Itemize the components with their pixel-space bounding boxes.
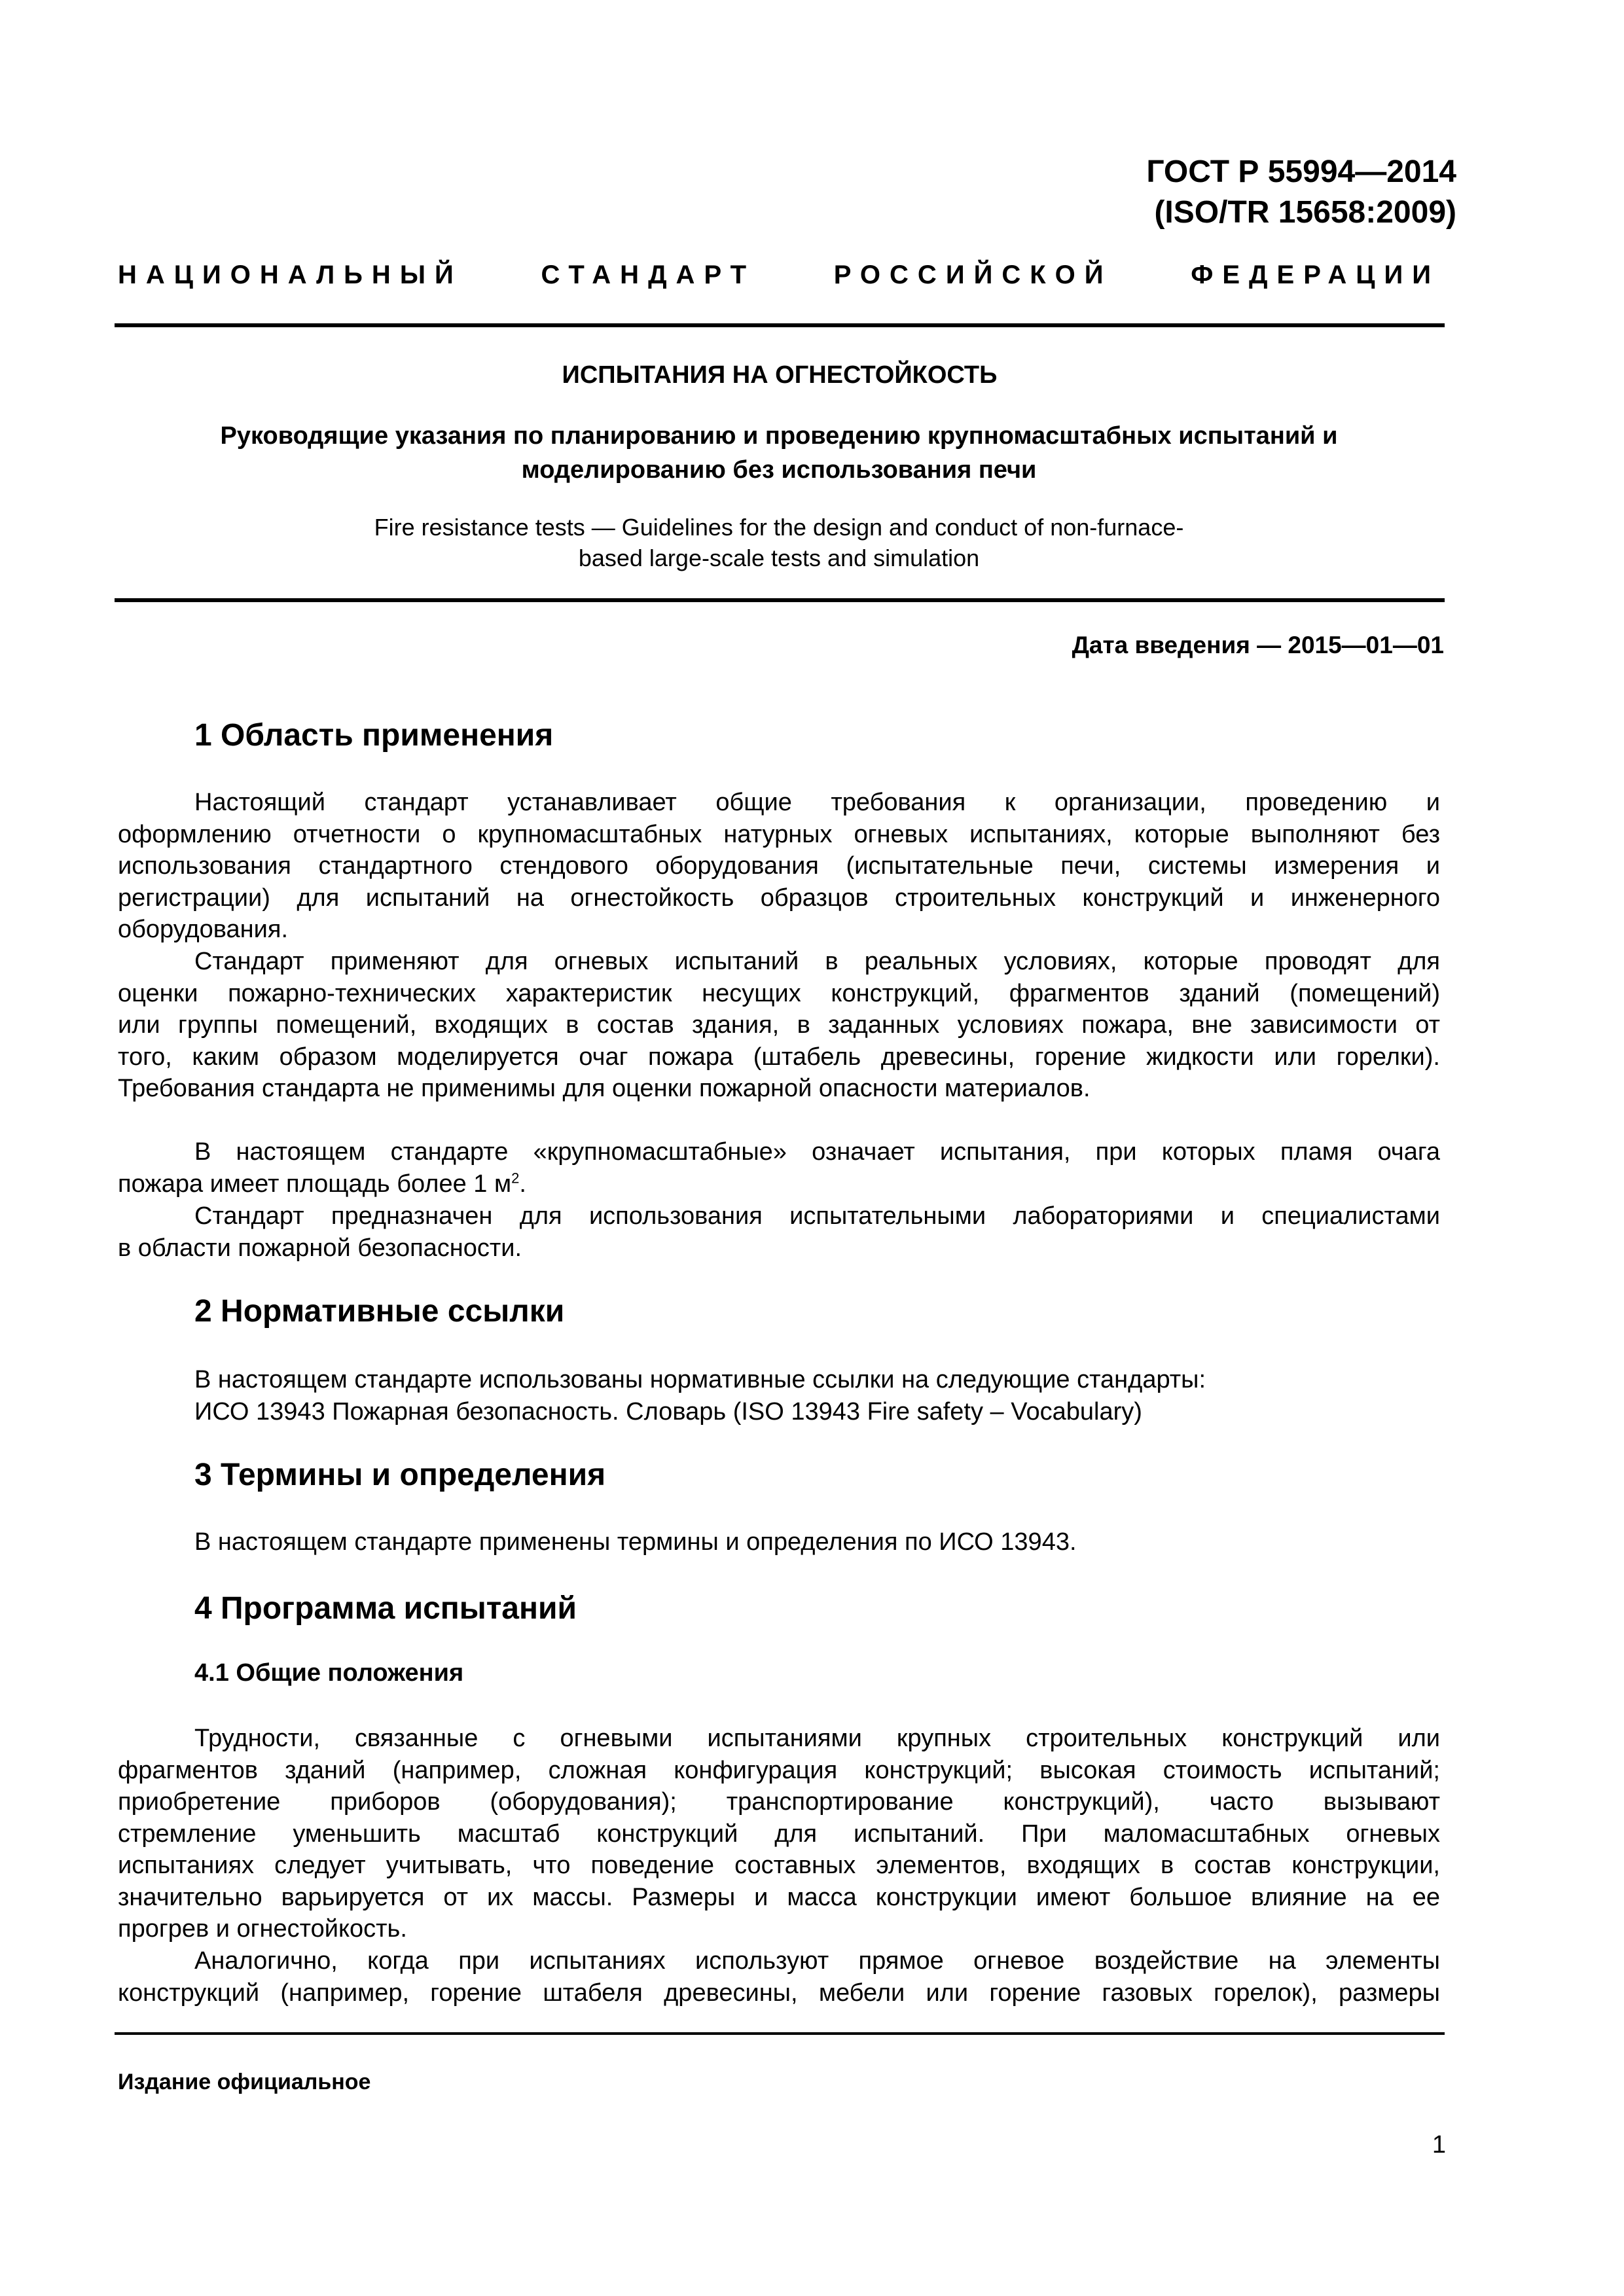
text-line: в области пожарной безопасности. — [118, 1234, 522, 1262]
banner-word: НАЦИОНАЛЬНЫЙ — [118, 260, 463, 289]
text-line: оценки пожарно-технических характеристик несущих конструкций, фрагментов зданий (помещений) — [118, 979, 1440, 1007]
text-line: Требования стандарта не применимы для оценки пожарной опасности материалов. — [118, 1075, 1091, 1102]
edition-label: Издание официальное — [118, 2070, 371, 2094]
text-line: использования стандартного стендового оборудования (испытательные печи, системы измерения и — [118, 852, 1440, 880]
text-fragment: пожара имеет площадь более 1 м — [118, 1170, 512, 1198]
banner-word: СТАНДАРТ — [541, 260, 756, 289]
text-line: конструкций (например, горение штабеля древесины, мебели или горение газовых горелок), размеры — [118, 1979, 1440, 2007]
document-title: ИСПЫТАНИЯ НА ОГНЕСТОЙКОСТЬ — [562, 361, 998, 389]
subtitle-line: моделированию без использования печи — [521, 456, 1037, 484]
introduction-date: Дата введения — 2015—01—01 — [1072, 632, 1444, 658]
english-title — [131, 512, 1427, 573]
text-line: Трудности, связанные с огневыми испытаниями крупных строительных конструкций или — [194, 1725, 1440, 1752]
footer-divider — [115, 2032, 1445, 2035]
banner-word: ФЕДЕРАЦИИ — [1191, 260, 1440, 289]
national-standard-banner — [118, 260, 1440, 290]
subsection-heading-general: 4.1 Общие положения — [194, 1659, 464, 1687]
english-title-line: based large-scale tests and simulation — [578, 545, 980, 571]
section1-paragraph-4 — [118, 1200, 1440, 1264]
section1-paragraph-2 — [118, 946, 1440, 1105]
section1-paragraph-3 — [118, 1136, 1440, 1200]
text-line: стремление уменьшить масштаб конструкций для испытаний. При маломасштабных огневых — [118, 1820, 1440, 1848]
section2-text — [194, 1364, 1206, 1427]
subtitle-line: Руководящие указания по планированию и проведению крупномасштабных испытаний и — [220, 422, 1338, 450]
text-line: В настоящем стандарте «крупномасштабные» означает испытания, при которых пламя очага — [194, 1138, 1440, 1166]
section-heading-scope: 1 Область применения — [194, 718, 554, 753]
text-line: Стандарт применяют для огневых испытаний в реальных условиях, которые проводят для — [194, 948, 1440, 975]
section-heading-terms: 3 Термины и определения — [194, 1458, 606, 1492]
text-line: того, каким образом моделируется очаг пожара (штабель древесины, горение жидкости или горелки). — [118, 1043, 1440, 1071]
english-title-line: Fire resistance tests — Guidelines for the design and conduct of non-furnace- — [374, 514, 1184, 541]
text-line: В настоящем стандарте применены термины и определения по ИСО 13943. — [194, 1528, 1077, 1556]
section1-paragraph-1 — [118, 787, 1440, 946]
text-line: Настоящий стандарт устанавливает общие требования к организации, проведению и — [194, 789, 1440, 816]
text-line: или группы помещений, входящих в состав здания, в заданных условиях пожара, вне зависимости от — [118, 1011, 1440, 1039]
section3-text — [194, 1526, 1077, 1558]
text-line: ИСО 13943 Пожарная безопасность. Словарь (ISO 13943 Fire safety – Vocabulary) — [194, 1397, 1142, 1426]
banner-word: РОССИЙСКОЙ — [833, 260, 1113, 289]
text-fragment: . — [519, 1170, 526, 1198]
text-line: регистрации) для испытаний на огнестойкость образцов строительных конструкций и инженерного — [118, 884, 1440, 912]
section-heading-references: 2 Нормативные ссылки — [194, 1294, 565, 1329]
section4-paragraph-1 — [118, 1723, 1440, 1945]
text-line: испытаниях следует учитывать, что поведение составных элементов, входящих в состав конструкции, — [118, 1852, 1440, 1879]
section-heading-test-program: 4 Программа испытаний — [194, 1591, 577, 1626]
gost-number: ГОСТ Р 55994—2014 — [1146, 154, 1456, 189]
iso-number: (ISO/TR 15658:2009) — [1154, 195, 1456, 230]
document-subtitle — [131, 419, 1427, 487]
title-divider — [115, 598, 1445, 602]
text-line: Стандарт предназначен для использования испытательными лабораториями и специалистами — [194, 1202, 1440, 1230]
text-line: оборудования. — [118, 916, 289, 943]
text-line — [118, 1168, 1440, 1200]
top-divider — [115, 323, 1445, 327]
text-line: приобретение приборов (оборудования); транспортирование конструкций), часто вызывают — [118, 1788, 1440, 1816]
text-line: оформлению отчетности о крупномасштабных натурных огневых испытаниях, которые выполняют без — [118, 820, 1440, 848]
text-line: В настоящем стандарте использованы нормативные ссылки на следующие стандарты: — [194, 1366, 1206, 1393]
page-number: 1 — [1432, 2131, 1446, 2159]
text-line: значительно варьируется от их массы. Размеры и масса конструкции имеют большое влияние на ее — [118, 1883, 1440, 1911]
superscript: 2 — [511, 1169, 520, 1186]
section4-paragraph-2 — [118, 1945, 1440, 2009]
standard-designation — [1146, 152, 1456, 233]
text-line: фрагментов зданий (например, сложная конфигурация конструкций; высокая стоимость испытаний; — [118, 1756, 1440, 1784]
text-line: прогрев и огнестойкость. — [118, 1915, 407, 1943]
text-line: Аналогично, когда при испытаниях используют прямое огневое воздействие на элементы — [194, 1947, 1440, 1975]
